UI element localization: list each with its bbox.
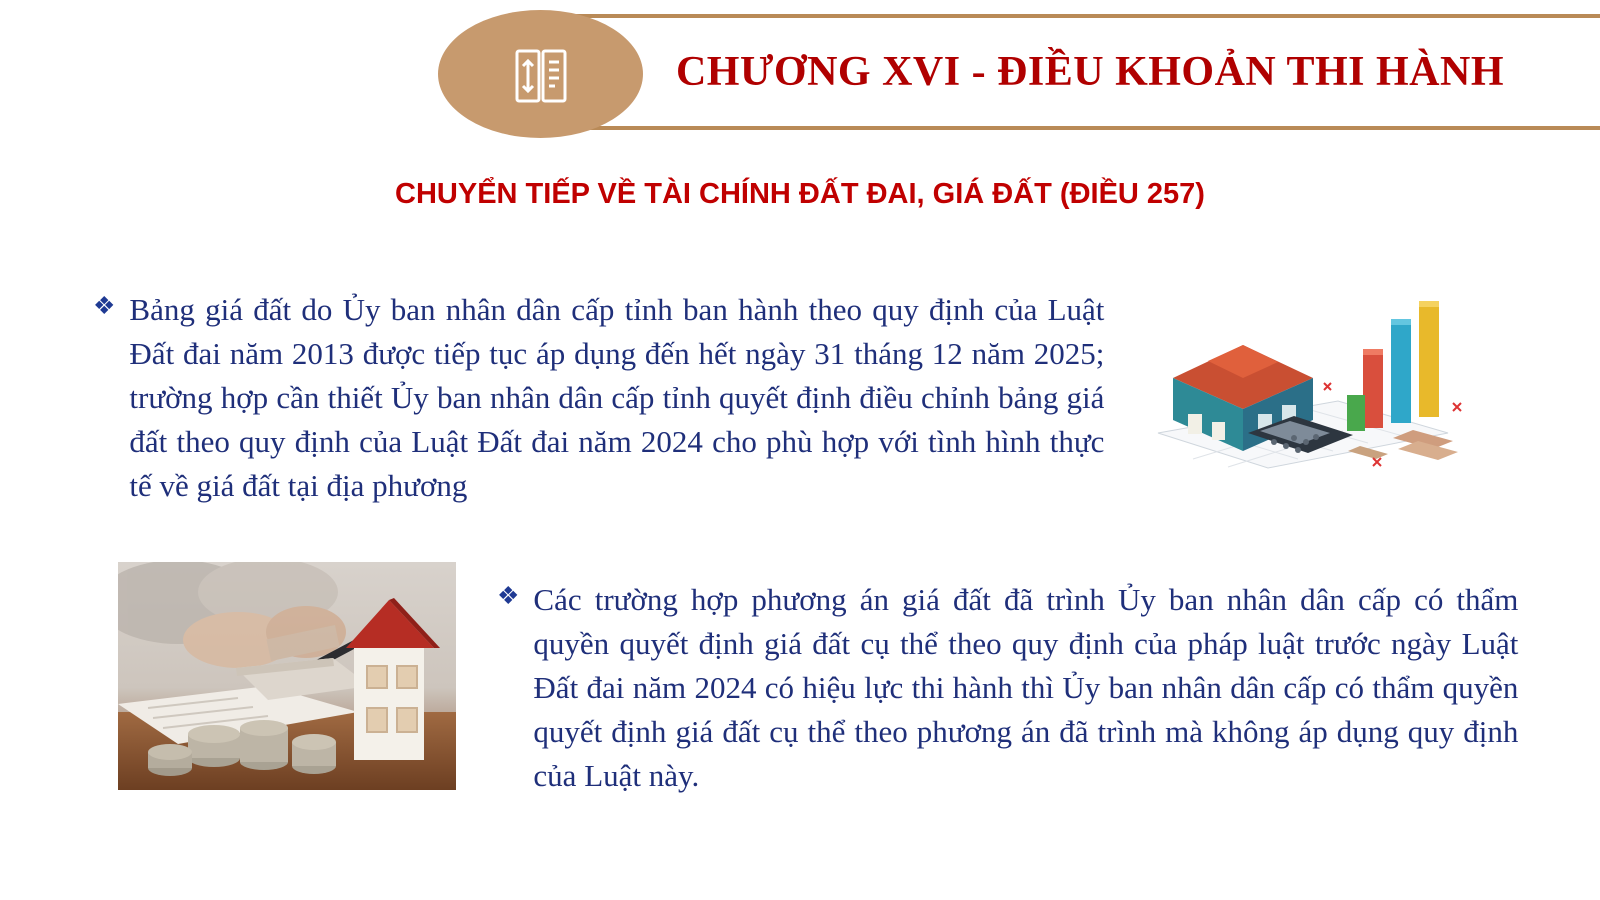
bullet-diamond-icon: ❖ xyxy=(497,583,520,610)
bullet-text-1: Bảng giá đất do Ủy ban nhân dân cấp tỉnh ban hành theo quy định của Luật Đất đai năm 2013 được tiếp tục áp dụng đến hết ngày 31 tháng 12 năm 2025; trường hợp cần thiết Ủy ban nhân dân cấp tỉnh quyết định điều chỉnh bảng giá đất theo quy định của Luật Đất đai năm 2024 cho phù hợp với tình hình thực tế về giá đất tại địa phương xyxy=(129,292,1105,504)
coins-house-savings-photo xyxy=(118,562,456,790)
section-subtitle: CHUYỂN TIẾP VỀ TÀI CHÍNH ĐẤT ĐAI, GIÁ ĐẤT (ĐIỀU 257) xyxy=(395,178,1205,210)
bullet-diamond-icon: ❖ xyxy=(93,293,116,320)
document-scroll-icon xyxy=(495,45,587,107)
bullet-block-1 xyxy=(93,288,1128,508)
page-title: CHƯƠNG XVI - ĐIỀU KHOẢN THI HÀNH xyxy=(675,49,1505,95)
bullet-block-2 xyxy=(497,578,1537,798)
bullet-text-2: Các trường hợp phương án giá đất đã trình Ủy ban nhân dân cấp có thẩm quyền quyết định giá đất cụ thể theo quy định của pháp luật trước ngày Luật Đất đai năm 2024 có hiệu lực thi hành thì Ủy ban nhân dân cấp có thẩm quyền quyết định giá đất cụ thể theo phương án đã trình mà không áp dụng quy định của Luật này. xyxy=(533,582,1519,794)
slide-header xyxy=(0,0,1600,150)
house-model-bar-chart-photo xyxy=(1148,283,1483,488)
